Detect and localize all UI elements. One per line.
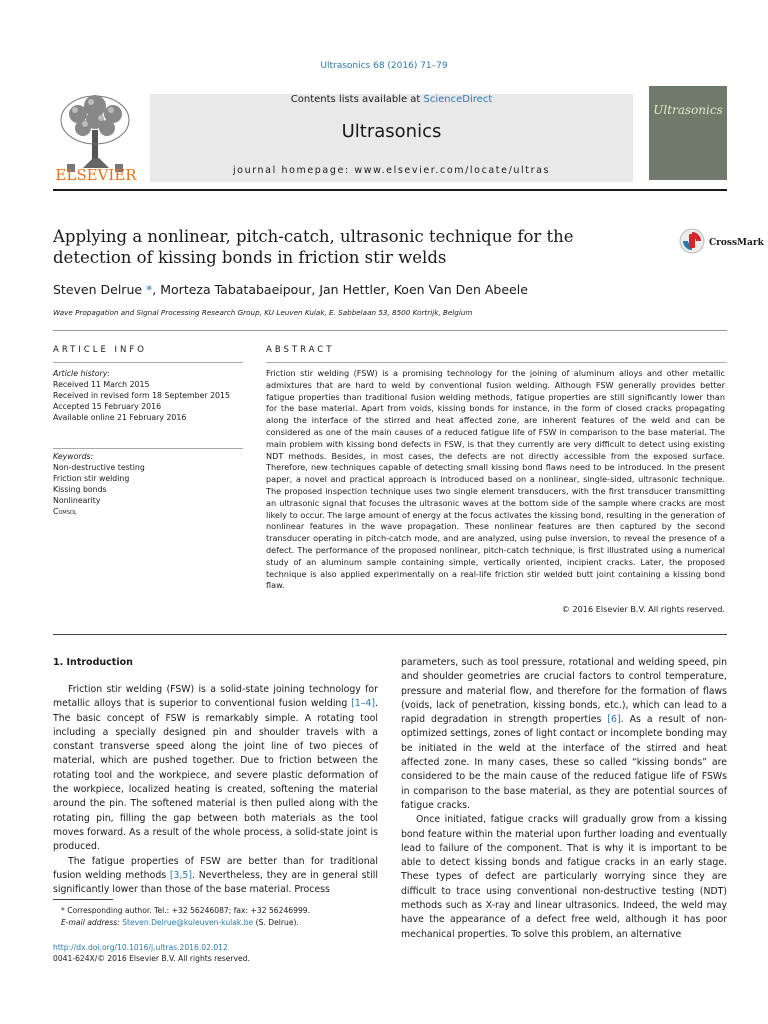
article-info-heading: ARTICLE INFO [53,345,147,355]
affiliation-divider [53,330,727,331]
crossmark-label[interactable]: CrossMark [709,238,764,248]
history-item: Available online 21 February 2016 [53,413,187,422]
corresponding-author-note: * Corresponding author. Tel.: +32 56246087; fax: +32 56246999. [61,906,311,915]
article-title: Applying a nonlinear, pitch-catch, ultrasonic technique for the detection of kissing bonds in friction stir welds [53,227,574,267]
journal-cover-title: Ultrasonics [653,103,723,117]
crossmark-icon[interactable] [679,228,705,254]
section-heading-introduction: 1. Introduction [53,657,133,668]
contents-line [150,94,633,105]
header-divider [53,189,727,191]
abstract-heading: ABSTRACT [266,345,335,355]
abstract-bottom-divider [53,634,727,635]
history-item: Received in revised form 18 September 2015 [53,391,230,400]
paragraph: Once initiated, fatigue cracks will gradually grow from a kissing bond feature within the material upon further loading and eventually lead to failure of the component. That is why it is important to be able to detect kissing bonds and fatigue cracks in an early stage. These types of defect are particularly worrying since they are difficult to trace using conventional non-destructive testing (NDT) methods such as X-ray and linear ultrasonics. Indeed, the weld may have the appearance of a defect free weld, although it has poor mechanical properties. To solve this problem, an alternative [401,814,727,940]
history-item: Accepted 15 February 2016 [53,402,162,411]
corresponding-marker[interactable]: * [142,282,153,297]
keyword-item: Friction stir welding [53,474,130,483]
email-note [53,917,378,929]
keyword-item: Non-destructive testing [53,463,145,472]
affiliation: Wave Propagation and Signal Processing Research Group, KU Leuven Kulak, E. Sabbelaan 53, 8500 Kortrijk, Belgium [53,308,473,317]
author-first: Steven Delrue [53,282,143,297]
abstract-divider [266,362,727,363]
sciencedirect-link[interactable]: ScienceDirect [423,94,493,105]
doi-link[interactable]: http://dx.doi.org/10.1016/j.ultras.2016.02.012 [53,943,228,952]
citation-ref-6[interactable]: [6] [607,714,621,726]
paragraph-text: . Nevertheless, they are in general still significantly lower than those of the base material. Process [53,869,378,896]
paragraph-text: parameters, such as tool pressure, rotational and welding speed, pin and shoulder geometries are crucial factors to control temperature, pressure and material flow, and therefore for the formation of flaws (voids, lack of penetration, kissing bonds, etc.), which can lead to a rapid degradation in strength properties [401,657,727,726]
journal-citation[interactable]: Ultrasonics 68 (2016) 71–79 [320,61,448,71]
author-email-link[interactable]: Steven.Delrue@kuleuven-kulak.be [122,918,254,927]
paragraph-text: . The basic concept of FSW is remarkably simple. A rotating tool including a specially designed pin and shoulder travels with a constant transverse speed along the joint line of two pieces of material, which are pushed together. Due to friction between the rotating tool and the workpiece, and severe plastic deformation of the workpiece, localized heating is created, softening the material around the pin. The softened material is then pulled along with the rotating pin, filling the gap between both materials as the tool moves forward. As a result of the whole process, a solid-state joint is produced. [53,698,378,853]
keyword-item: Kissing bonds [53,485,107,494]
paragraph-text: The fatigue properties of FSW are better than for traditional fusion welding methods [53,855,378,881]
article-info-divider [53,362,243,363]
paragraph [53,855,378,898]
keyword-item: Nonlinearity [53,496,101,505]
paragraph [401,656,727,813]
keywords-divider [53,448,243,449]
journal-name: Ultrasonics [341,121,442,142]
email-suffix: (S. Delrue). [253,918,299,927]
issn-copyright: 0041-624X/© 2016 Elsevier B.V. All rights reserved. [53,954,250,963]
citation-ref-3-5[interactable]: [3,5] [169,869,193,881]
journal-homepage[interactable]: journal homepage: www.elsevier.com/locate/ultras [232,165,551,176]
journal-cover-image [649,86,727,180]
keywords-label: Keywords: [53,452,94,461]
paragraph-text: . As a result of non-optimized settings, zones of light contact or incomplete bonding may be initiated in the weld at the interface of the stirred and heat affected zone. In many cases, these so called “kissing bonds” are considered to be the main cause of the reduced fatigue life of FSWs in comparison to the base material, as they are potential sources of fatigue cracks. [401,714,727,811]
publisher-name: ELSEVIER [55,166,137,184]
email-label: E-mail address: [61,918,123,927]
article-history [53,368,243,423]
keyword-item: Comsol [53,507,77,516]
abstract-copyright: © 2016 Elsevier B.V. All rights reserved. [561,604,725,614]
history-item: Received 11 March 2015 [53,380,150,389]
body-column-left [53,683,378,897]
contents-prefix: Contents lists available at [290,94,424,105]
authors-rest: , Morteza Tabatabaeipour, Jan Hettler, Koen Van Den Abeele [152,282,528,297]
citation-ref-1-4[interactable]: [1–4] [351,698,376,710]
paragraph-text: Friction stir welding (FSW) is a solid-state joining technology for metallic alloys that is superior to conventional fusion welding [53,684,378,710]
footnotes [53,905,378,929]
doi-block [53,942,250,964]
paragraph [53,683,378,855]
author-list [53,282,713,297]
history-label: Article history: [53,369,110,378]
elsevier-logo [53,88,139,184]
keywords [53,451,243,517]
body-column-right [401,656,727,942]
abstract-text: Friction stir welding (FSW) is a promising technology for the joining of aluminum alloys and other metallic admixtures that are hard to weld by conventional fusion welding. Although FSW generally provides better fatigue properties than traditional fusion welding methods, fatigue properties are still significantly lower than for the base material. Apart from voids, kissing bonds for instance, in the form of closed cracks propagating along the interface of the stirred and heat affected zone, are inherent features of the weld and can be considered as one of the main causes of a reduced fatigue life of FSW in comparison to the base material. The main problem with kissing bond defects in FSW, is that they currently are very difficult to detect using existing NDT methods. Besides, in most cases, the defects are not directly accessible from the exposed surface. Therefore, new techniques capable of detecting small kissing bond flaws need to be introduced. In the present paper, a novel and practical approach is introduced based on a nonlinear, single-sided, ultrasonic technique. The proposed inspection technique uses two single element transducers, with the first transducer transmitting an ultrasonic signal that focuses the ultrasonic waves at the bottom side of the sample where cracks are most likely to occur. The large amount of energy at the focus activates the kissing bond, resulting in the generation of nonlinear features in the wave propagation. These nonlinear features are then captured by the second transducer operating in pitch-catch mode, and are analyzed, using pulse inversion, to reveal the presence of a defect. The performance of the proposed nonlinear, pitch-catch technique, is first illustrated using a numerical study of an aluminum sample containing simple, vertically oriented, incipient cracks. Later, the proposed technique is also applied experimentally on a real-life friction stir welded butt joint containing a kissing bond flaw. [266,368,725,591]
footnote-divider [53,899,113,900]
